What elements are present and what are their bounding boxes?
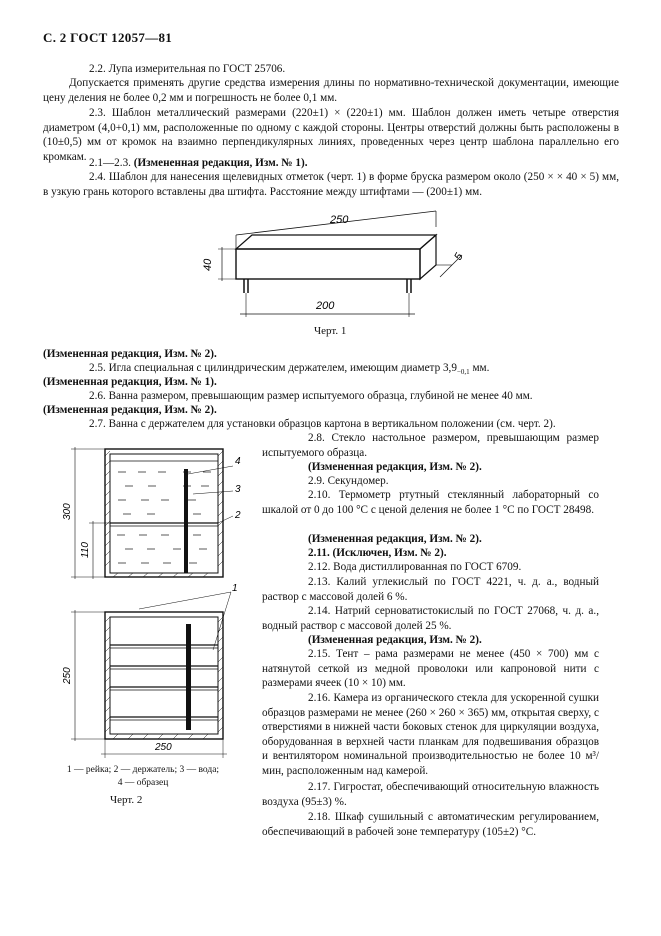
para-2-7: 2.7. Ванна с держателем для установки образцов картона в вертикальном положении (см. черт. 2). (89, 418, 556, 430)
para-amend-2c: (Измененная редакция, Изм. № 2). (308, 461, 482, 473)
fig2-sample-side (186, 624, 191, 730)
para-2-5: 2.5. Игла специальная с цилиндрическим держателем, имеющим диаметр $3,9_{-0,1}$ мм. (89, 362, 490, 377)
para-2-13: 2.13. Калий углекислый по ГОСТ 4221, ч. д. а., водный раствор с массовой долей 6 %. (262, 576, 599, 603)
fig2-sample-front (184, 469, 188, 573)
para-amend-1: 2.1—2.3. (Измененная редакция, Изм. № 1). (89, 157, 308, 169)
fig2-callout-1: 1 (232, 583, 238, 594)
fig1-bar-front (236, 249, 420, 279)
fig2-dim-250-bottom: 250 (155, 742, 172, 753)
para-amend-2e: (Измененная редакция, Изм. № 2). (308, 634, 482, 646)
para-amend-1b: (Измененная редакция, Изм. № 1). (43, 376, 217, 388)
para-2-4: 2.4. Шаблон для нанесения щелевидных отметок (черт. 1) в форме бруска размером около (250 × × 40 × 5) мм, в узкую грань которого вставлены два штифта. Расстояние между штифтами — (200±1) мм. (43, 171, 619, 198)
fig1-bar-top (236, 235, 436, 249)
para-2-12: 2.12. Вода дистиллированная по ГОСТ 6709. (308, 561, 522, 573)
para-2-15: 2.15. Тент – рама размерами не менее (450 × 700) мм с натянутой сеткой из медной проволоки или капроновой нити с размерами ячеек (10 × 10) мм. (262, 648, 599, 690)
para-2-2: 2.2. Лупа измерительная по ГОСТ 25706. (89, 63, 286, 75)
fig2-legend-line2: 4 — образец (117, 778, 169, 788)
fig1-caption: Черт. 1 (314, 325, 347, 337)
para-amend-2a: (Измененная редакция, Изм. № 2). (43, 348, 217, 360)
para-amend-2b: (Измененная редакция, Изм. № 2). (43, 404, 217, 416)
fig2-callout-3: 3 (235, 484, 241, 495)
para-2-9: 2.9. Секундомер. (308, 475, 389, 487)
page-header: С. 2 ГОСТ 12057—81 (43, 30, 173, 45)
fig2-caption: Черт. 2 (110, 794, 143, 806)
para-note: Допускается применять другие средства измерения длины по нормативно-технической документации, имеющие цену деления не более 0,2 мм и погрешность не более 0,1 мм. (43, 77, 619, 104)
fig1-dim-200: 200 (316, 300, 335, 312)
para-2-14: 2.14. Натрий серноватистокислый по ГОСТ 27068, ч. д. а., водный раствор с массовой долей 25 %. (262, 605, 599, 632)
para-amend-2d: (Измененная редакция, Изм. № 2). (308, 533, 482, 545)
fig2-callout-2: 2 (235, 510, 241, 521)
fig2-legend (43, 764, 243, 790)
fig1-bar-side (420, 235, 436, 279)
fig1-dim-5: 5 (452, 251, 466, 263)
para-2-16: 2.16. Камера из органического стекла для ускоренной сушки образцов размерами не менее (260 × 260 × 365) мм, открытая сверху, с отверстиями в нижней части боковых стенок для циркуляции воздуха, оборудованная в верхней части планкам для подвешивания образцов и вентилятором номинальной производительностью не более 10 м³/мин, расположенным над камерой. (262, 692, 599, 777)
para-2-11: 2.11. (Исключен, Изм. № 2). (308, 547, 447, 559)
fig2-callout-4: 4 (235, 456, 241, 467)
para-2-6: 2.6. Ванна размером, превышающим размер испытуемого образца, глубиной не менее 40 мм. (89, 390, 533, 402)
para-2-8: 2.8. Стекло настольное размером, превышающим размер испытуемого образца. (262, 432, 599, 459)
fig2-rails (110, 645, 218, 720)
fig1-dim-40: 40 (202, 258, 214, 271)
fig2-water-dashes (117, 472, 211, 563)
para-2-17: 2.17. Гигростат, обеспечивающий относительную влажность воздуха (95±3) %. (262, 781, 599, 808)
fig2-legend-line1: 1 — рейка; 2 — держатель; 3 — вода; (66, 765, 220, 775)
para-2-10: 2.10. Термометр ртутный стеклянный лабораторный со шкалой от 0 до 100 °С с ценой деления не более 1 °С по ГОСТ 28498. (262, 489, 599, 516)
figure-2-bath (43, 436, 263, 766)
para-2-3: 2.3. Шаблон металлический размерами (220±1) × (220±1) мм. Шаблон должен иметь четыре отверстия диаметром (4,0+0,1) мм, расположенные по одному с каждой стороны. Центры отверстий должны быть расположены в (10±0,5) мм от кромок на взаимно перпендикулярных линиях, проведенных через центр шаблона параллельно его кромкам. (43, 107, 619, 163)
fig2-dim-250-side: 250 (62, 667, 73, 684)
fig2-side-view (62, 583, 238, 758)
fig2-front-view (62, 447, 241, 579)
fig2-dim-110: 110 (80, 542, 91, 558)
fig2-dim-300: 300 (62, 503, 73, 520)
para-2-18: 2.18. Шкаф сушильный с автоматическим регулированием, обеспечивающий в рабочей зоне температуру (105±2) °С. (262, 811, 599, 838)
fig1-dim-250: 250 (330, 214, 349, 226)
